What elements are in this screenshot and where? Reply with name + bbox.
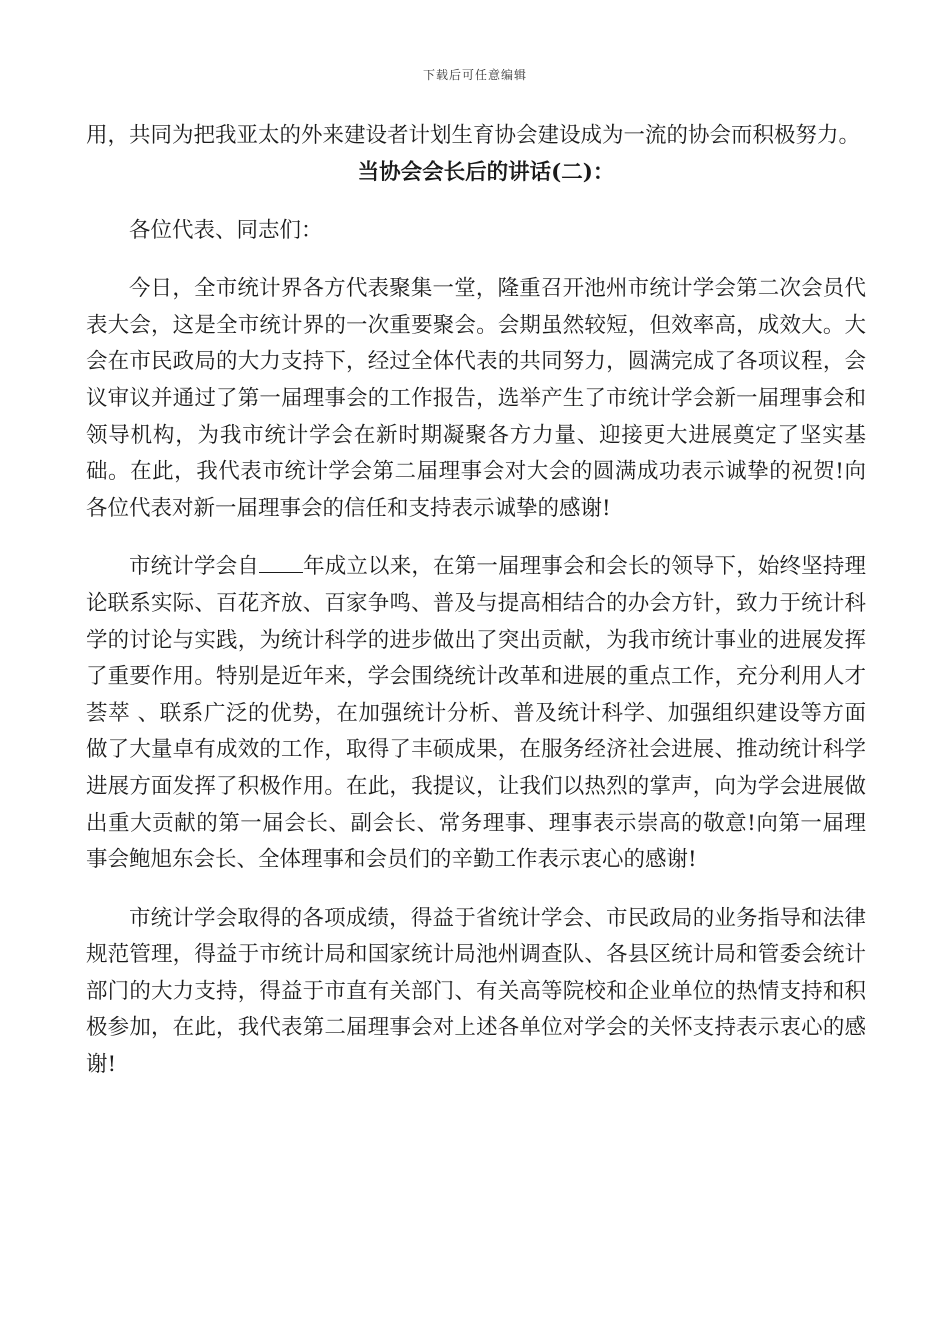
continuation-paragraph: 用，共同为把我亚太的外来建设者计划生育协会建设成为一流的协会而积极努力。 (86, 123, 861, 148)
paragraph-history-rest: 年成立以来，在第一届理事会和会长的领导下，始终坚持理论联系实际、百花齐放、百家争鸣、普及与提高相结合的办会方针，致力于统计科学的讨论与实践，为统计科学的进步做出了突出贡献，为我市统计事业的进展发挥了重要作用。特别是近年来，学会围绕统计改革和进展的重点工作，充分利用人才荟萃 、联系广泛的优势，在加强统计分析、普及统计科学、加强组织建设等方面做了大量卓有成效的工作，取得了丰硕成果，在服务经济社会进展、推动统计科学进展方面发挥了积极作用。在此，我提议，让我们以热烈的掌声，向为学会进展做出重大贡献的第一届会长、副会长、常务理事、理事表示崇高的敬意!向第一届理事会鲍旭东会长、全体理事和会员们的辛勤工作表示衷心的感谢! (86, 554, 866, 873)
section-title: 当协会会长后的讲话(二)： (357, 159, 615, 185)
paragraph-opening: 今日，全市统计界各方代表聚集一堂，隆重召开池州市统计学会第二次会员代表大会，这是全市统计界的一次重要聚会。会期虽然较短，但效率高，成效大。大会在市民政局的大力支持下，经过全体代表的共同努力，圆满完成了各项议程，会议审议并通过了第一届理事会的工作报告，选举产生了市统计学会新一届理事会和领导机构，为我市统计学会在新时期凝聚各方力量、迎接更大进展奠定了坚实基础。在此，我代表市统计学会第二届理事会对大会的圆满成功表示诚挚的祝贺!向各位代表对新一届理事会的信任和支持表示诚挚的感谢! (86, 276, 866, 521)
salutation: 各位代表、同志们： (129, 217, 323, 243)
document-body (86, 118, 866, 1084)
page-header-note: 下载后可任意编辑 (422, 68, 527, 82)
paragraph-thanks: 市统计学会取得的各项成绩，得益于省统计学会、市民政局的业务指导和法律规范管理，得益于市统计局和国家统计局池州调查队、各县区统计局和管委会统计部门的大力支持，得益于市直有关部门、有关高等院校和企业单位的热情支持和积极参加，在此，我代表第二届理事会对上述各单位对学会的关怀支持表示衷心的感谢! (86, 905, 866, 1078)
year-blank-line (259, 554, 303, 573)
paragraph-history-lead: 市统计学会自 (129, 554, 259, 580)
paragraph-history (86, 549, 866, 878)
